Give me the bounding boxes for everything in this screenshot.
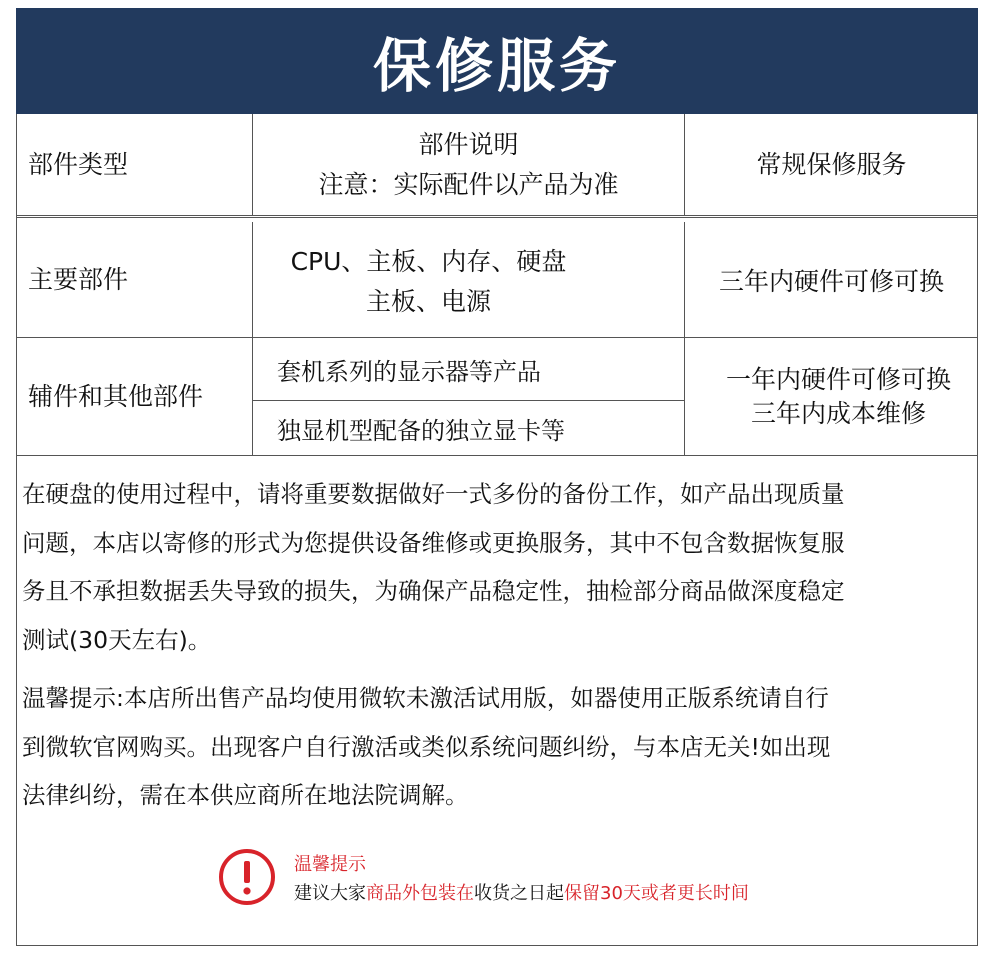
system-paragraph bbox=[22, 674, 972, 820]
part-desc-aux-2: 独显机型配备的独立显卡等 bbox=[277, 416, 565, 445]
paragraph-line: 到微软官网购买。出现客户自行激活或类似系统问题纠纷，与本店无关!如出现 bbox=[22, 732, 831, 761]
paragraph-line: 问题，本店以寄修的形式为您提供设备维修或更换服务，其中不包含数据恢复服 bbox=[22, 528, 845, 557]
header-cell-part-type bbox=[16, 114, 253, 215]
service-main: 三年内硬件可修可换 bbox=[718, 267, 944, 296]
cell-part-type bbox=[16, 338, 253, 455]
header-service: 常规保修服务 bbox=[756, 149, 907, 179]
paragraph-line: 测试(30天左右)。 bbox=[22, 625, 212, 654]
header-banner bbox=[16, 8, 978, 114]
table-header-row bbox=[16, 114, 978, 218]
part-desc-main-2: 主板、电源 bbox=[365, 287, 491, 316]
paragraph-line: 务且不承担数据丢失导致的损失，为确保产品稳定性，抽检部分商品做深度稳定 bbox=[22, 577, 845, 605]
table-row bbox=[16, 338, 978, 456]
cell-part-desc bbox=[253, 222, 685, 337]
service-aux-2: 三年内成本维修 bbox=[750, 398, 926, 428]
cell-service bbox=[685, 222, 978, 337]
exclamation-circle-icon bbox=[218, 848, 276, 906]
service-aux-1: 一年内硬件可修可换 bbox=[725, 364, 951, 394]
header-part-type: 部件类型 bbox=[28, 149, 129, 179]
paragraph-line: 在硬盘的使用过程中，请将重要数据做好一式多份的备份工作，如产品出现质量 bbox=[22, 480, 845, 508]
part-type-aux: 辅件和其他部件 bbox=[28, 381, 204, 411]
header-cell-part-desc bbox=[253, 114, 685, 215]
part-desc-aux-1: 套机系列的显示器等产品 bbox=[253, 338, 684, 401]
notice-text-4: 保留30天或者更长时间 bbox=[564, 883, 749, 904]
backup-paragraph bbox=[22, 470, 972, 664]
header-part-desc: 部件说明 bbox=[418, 129, 519, 159]
header-cell-service bbox=[685, 114, 978, 215]
paragraph-line: 温馨提示:本店所出售产品均使用微软未激活试用版，如器使用正版系统请自行 bbox=[22, 684, 829, 712]
notice-title: 温馨提示 bbox=[294, 854, 366, 875]
notice-text-2: 商品外包装在 bbox=[366, 883, 474, 904]
notice-body bbox=[294, 879, 749, 905]
header-part-note: 注意：实际配件以产品为准 bbox=[318, 169, 619, 199]
table-row bbox=[16, 222, 978, 338]
notice-text-1: 建议大家 bbox=[294, 883, 366, 904]
part-desc-main-1: CPU、主板、内存、硬盘 bbox=[290, 247, 567, 276]
cell-service bbox=[685, 338, 978, 455]
paragraph-line: 法律纠纷，需在本供应商所在地法院调解。 bbox=[22, 781, 469, 809]
notice-text-3: 收货之日起 bbox=[474, 883, 564, 904]
cell-part-desc-split bbox=[253, 338, 685, 455]
page-title: 保修服务 bbox=[372, 32, 621, 100]
cell-part-type bbox=[16, 222, 253, 337]
part-type-main: 主要部件 bbox=[28, 264, 129, 294]
